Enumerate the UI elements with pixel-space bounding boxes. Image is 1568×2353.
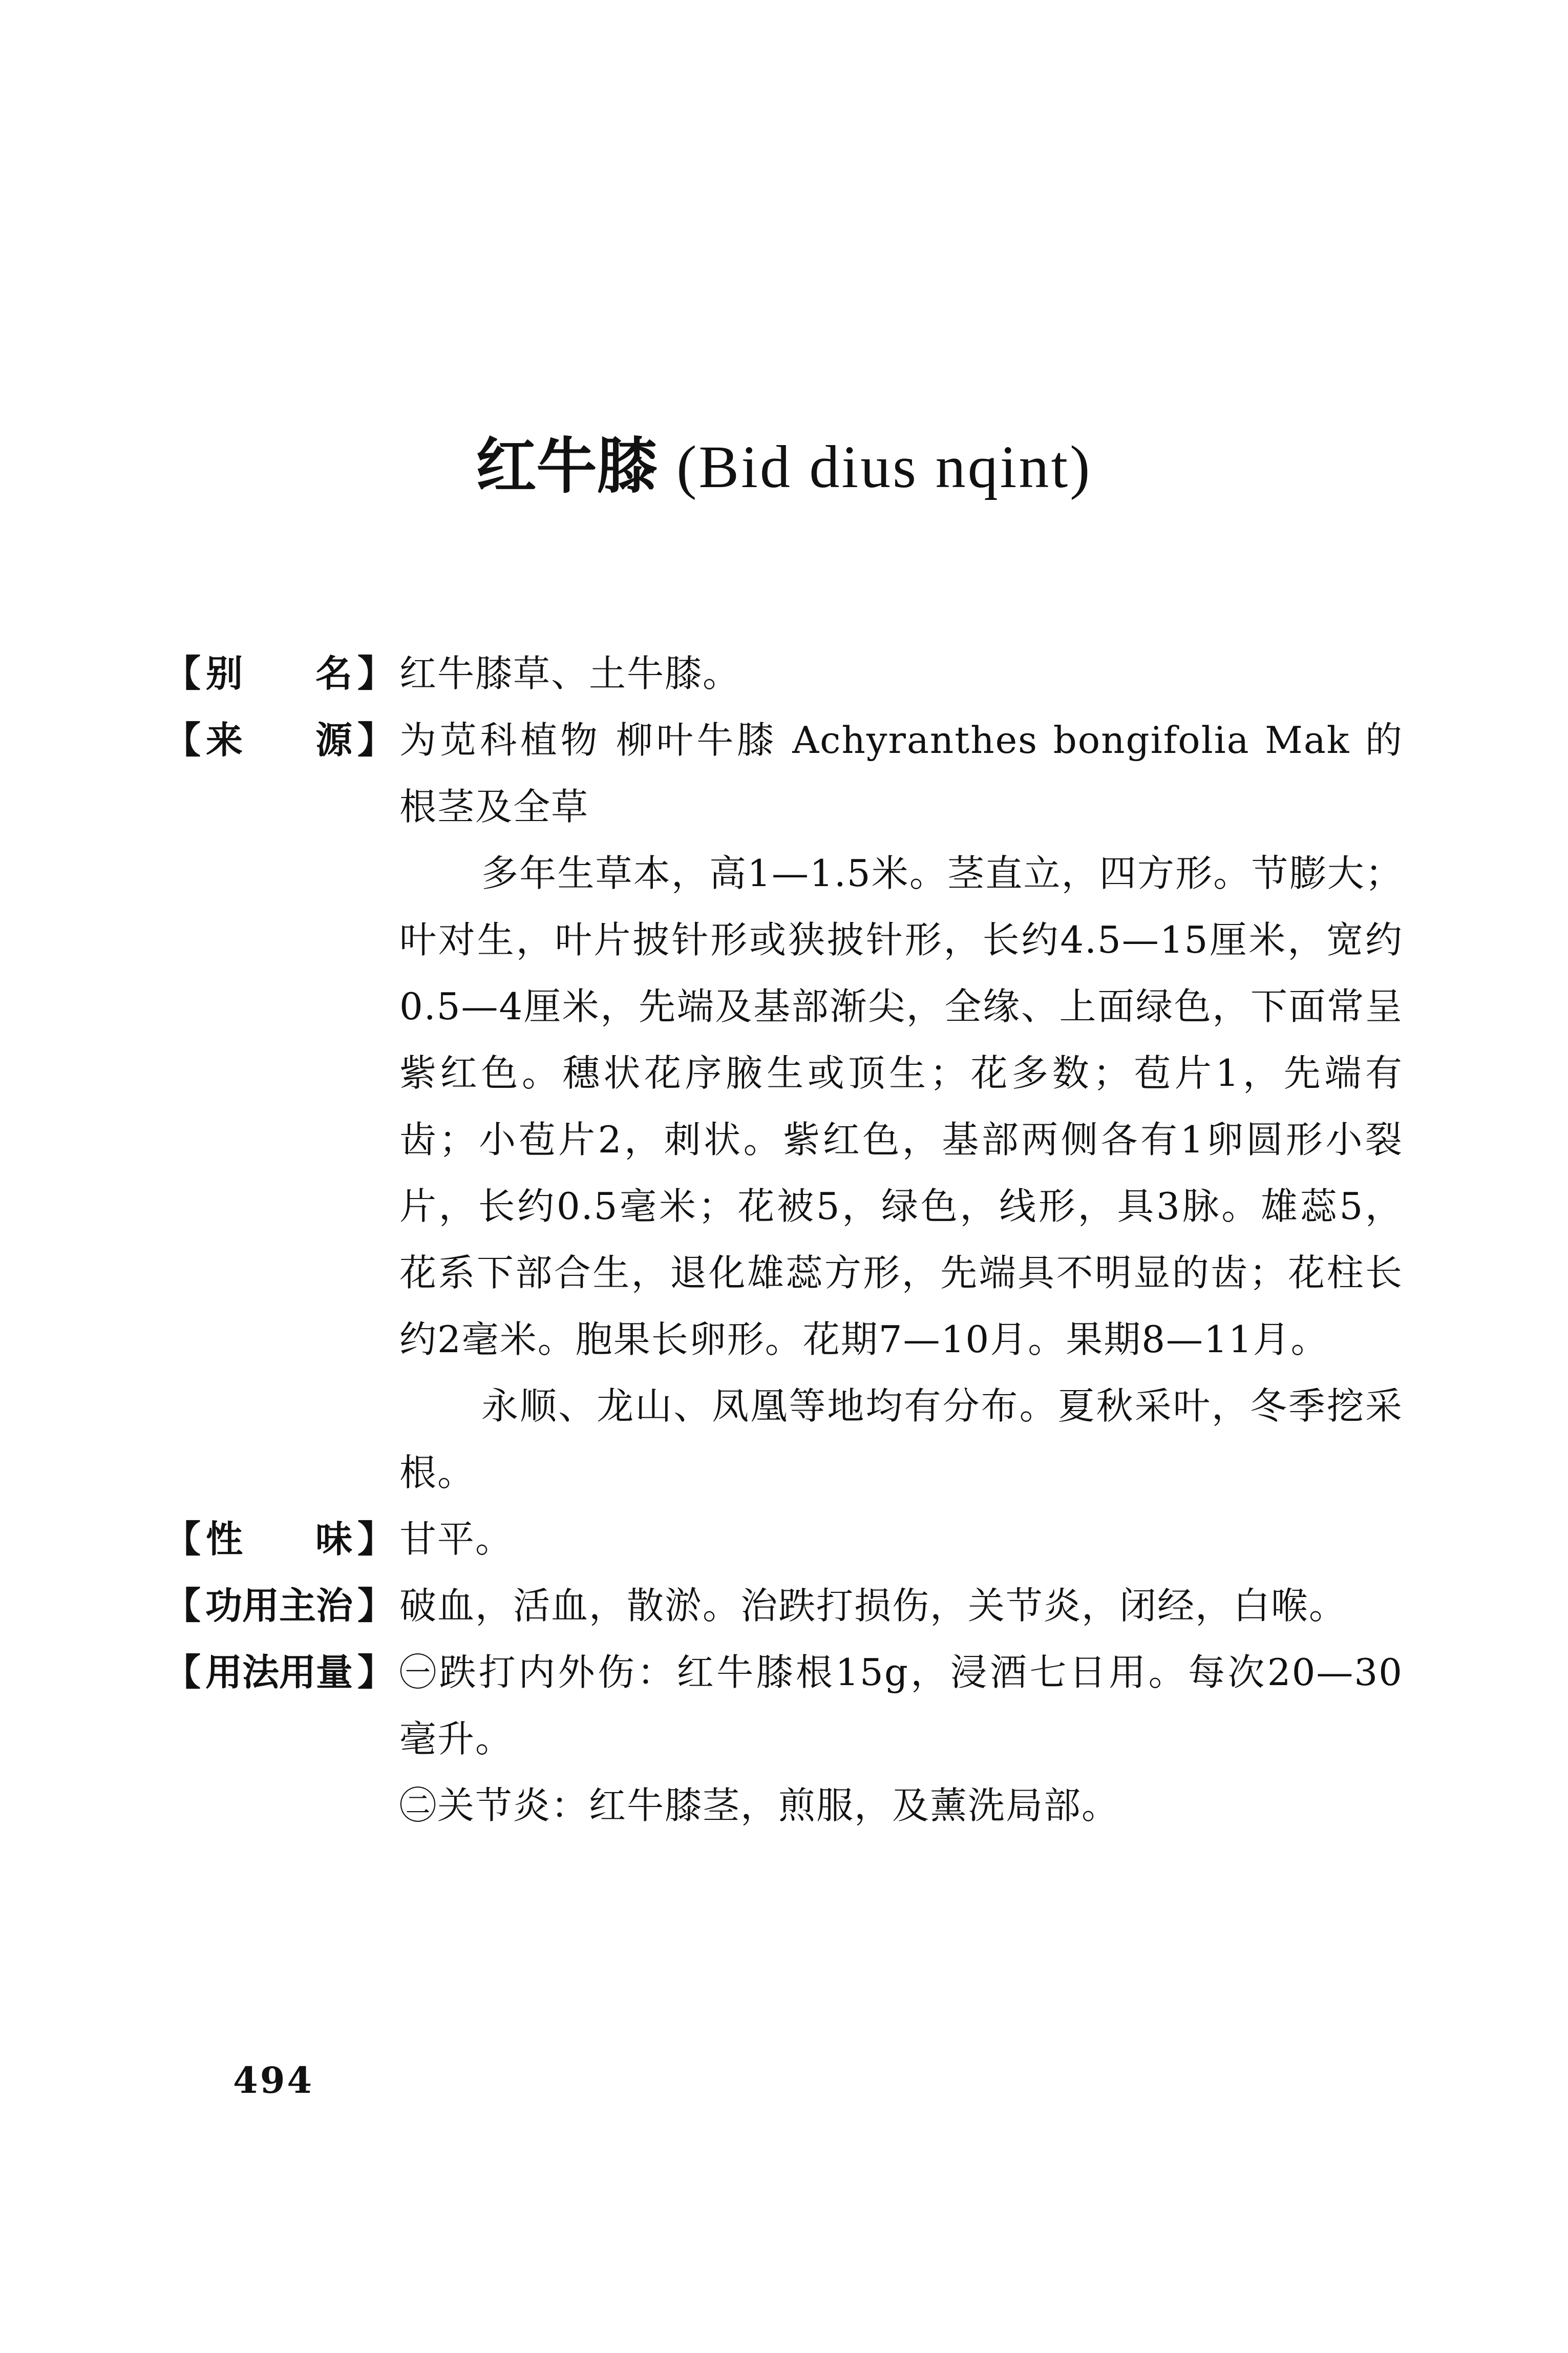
entry-nature-taste [164, 1506, 1403, 1572]
label-indications: 【 功用主治 】 [164, 1572, 394, 1639]
source-distribution-text: 永顺、龙山、凤凰等地均有分布。夏秋采叶，冬季挖采根。 [399, 1384, 1403, 1494]
entry-alias [164, 640, 1403, 707]
label-alias-char-2: 名 [315, 652, 352, 695]
source-description-text: 多年生草本，高1—1.5米。茎直立，四方形。节膨大；叶对生，叶片披针形或狭披针形，长约4.5—15厘米，宽约0.5—4厘米，先端及基部渐尖，全缘、上面绿色，下面常呈紫红色。穗状花序腋生或顶生；花多数；苞片1，先端有齿；小苞片2，刺状。紫红色，基部两侧各有1卵圆形小裂片，长约0.5毫米；花被5，绿色，线形，具3脉。雄蕊5，花系下部合生，退化雄蕊方形，先端具不明显的齿；花柱长约2毫米。胞果长卵形。花期7—10月。果期8—11月。 [399, 852, 1403, 1361]
label-alias: 【 别 名 】 [164, 640, 394, 707]
usage-item-2: ㊁关节炎：红牛膝茎，煎服，及薰洗局部。 [399, 1784, 1120, 1827]
label-indications-text: 功用主治 [205, 1584, 353, 1627]
alias-text: 红牛膝草、土牛膝。 [399, 652, 741, 695]
entry-indications [164, 1572, 1403, 1639]
label-source: 【 来 源 】 [164, 707, 394, 773]
label-nature-char-2: 味 [315, 1518, 352, 1561]
source-origin-text: 为苋科植物 柳叶牛膝 Achyranthes bongifolia Mak 的根茎及全草 [399, 719, 1403, 828]
title-pinyin: (Bid dius nqint) [676, 433, 1092, 500]
page-title [0, 425, 1568, 508]
label-usage-text: 用法用量 [205, 1651, 353, 1694]
label-nature-char-1: 性 [206, 1518, 243, 1561]
label-usage-dosage: 【 用法用量 】 [164, 1639, 394, 1706]
nature-taste-text: 甘平。 [399, 1518, 514, 1561]
label-source-char-2: 源 [315, 719, 352, 762]
label-source-char-1: 来 [206, 719, 243, 762]
entry-usage-dosage [164, 1639, 1403, 1839]
label-alias-char-1: 别 [206, 652, 243, 695]
entry-content [164, 640, 1403, 1839]
entry-source [164, 707, 1403, 1506]
usage-item-1: ㊀跌打内外伤：红牛膝根15g，浸酒七日用。每次20—30毫升。 [399, 1651, 1403, 1760]
page-number: 494 [233, 2059, 314, 2102]
title-chinese: 红牛膝 [476, 431, 658, 501]
label-nature-taste: 【 性 味 】 [164, 1506, 394, 1572]
indications-text: 破血，活血，散淤。治跌打损伤，关节炎，闭经，白喉。 [399, 1584, 1347, 1627]
